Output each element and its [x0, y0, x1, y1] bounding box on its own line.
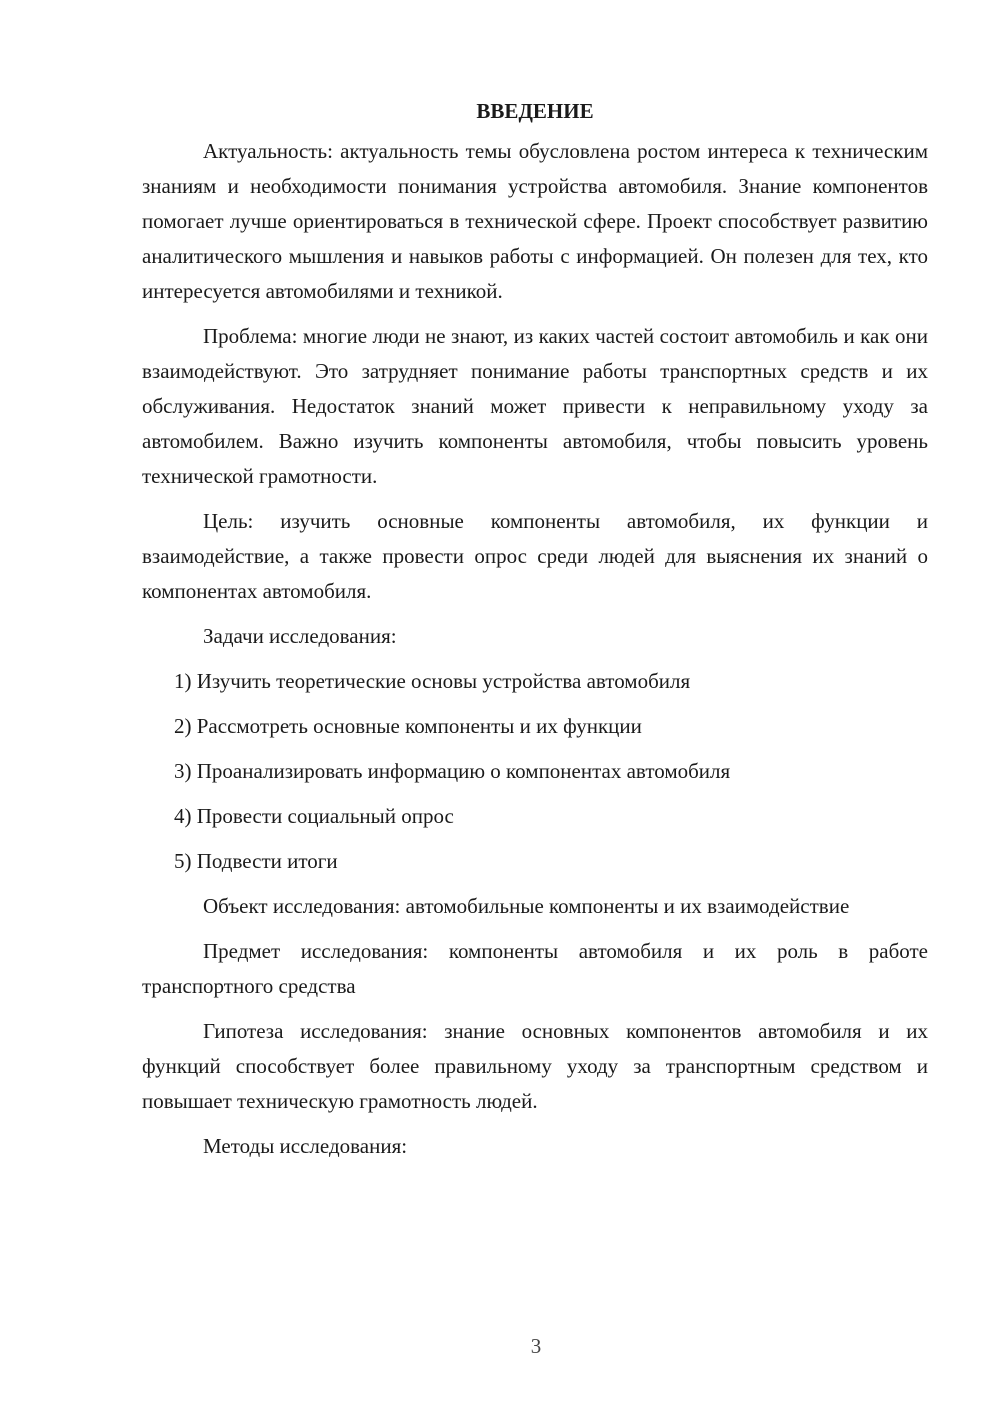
goal-paragraph: Цель: изучить основные компоненты автомобиля, их функции и взаимодействие, а также провести опрос среди людей для выяснения их знаний о компонентах автомобиля.	[142, 509, 928, 603]
methods-heading: Методы исследования:	[203, 1134, 408, 1158]
list-item: 5) Подвести итоги	[174, 849, 338, 873]
hypothesis-paragraph: Гипотеза исследования: знание основных компонентов автомобиля и их функций способствует более правильному уходу за транспортным средством и повышает техническую грамотность людей.	[142, 1019, 928, 1113]
list-item: 4) Провести социальный опрос	[174, 804, 454, 828]
tasks-heading: Задачи исследования:	[203, 624, 397, 648]
list-item: 2) Рассмотреть основные компоненты и их функции	[174, 714, 642, 738]
document-page	[142, 96, 928, 1174]
list-item: 3) Проанализировать информацию о компонентах автомобиля	[174, 759, 731, 783]
section-title: ВВЕДЕНИЕ	[476, 99, 594, 123]
relevance-paragraph: Актуальность: актуальность темы обусловлена ростом интереса к техническим знаниям и необходимости понимания устройства автомобиля. Знание компонентов помогает лучше ориентироваться в технической сфере. Проект способствует развитию аналитического мышления и навыков работы с информацией. Он полезен для тех, кто интересуется автомобилями и техникой.	[142, 139, 928, 303]
subject-paragraph: Предмет исследования: компоненты автомобиля и их роль в работе транспортного средства	[142, 939, 928, 998]
tasks-list	[142, 664, 928, 879]
list-item: 1) Изучить теоретические основы устройства автомобиля	[174, 669, 691, 693]
problem-paragraph: Проблема: многие люди не знают, из каких частей состоит автомобиль и как они взаимодействуют. Это затрудняет понимание работы транспортных средств и их обслуживания. Недостаток знаний может привести к неправильному уходу за автомобилем. Важно изучить компоненты автомобиля, чтобы повысить уровень технической грамотности.	[142, 324, 928, 488]
object-paragraph: Объект исследования: автомобильные компоненты и их взаимодействие	[203, 894, 850, 918]
page-number: 3	[530, 1334, 542, 1358]
